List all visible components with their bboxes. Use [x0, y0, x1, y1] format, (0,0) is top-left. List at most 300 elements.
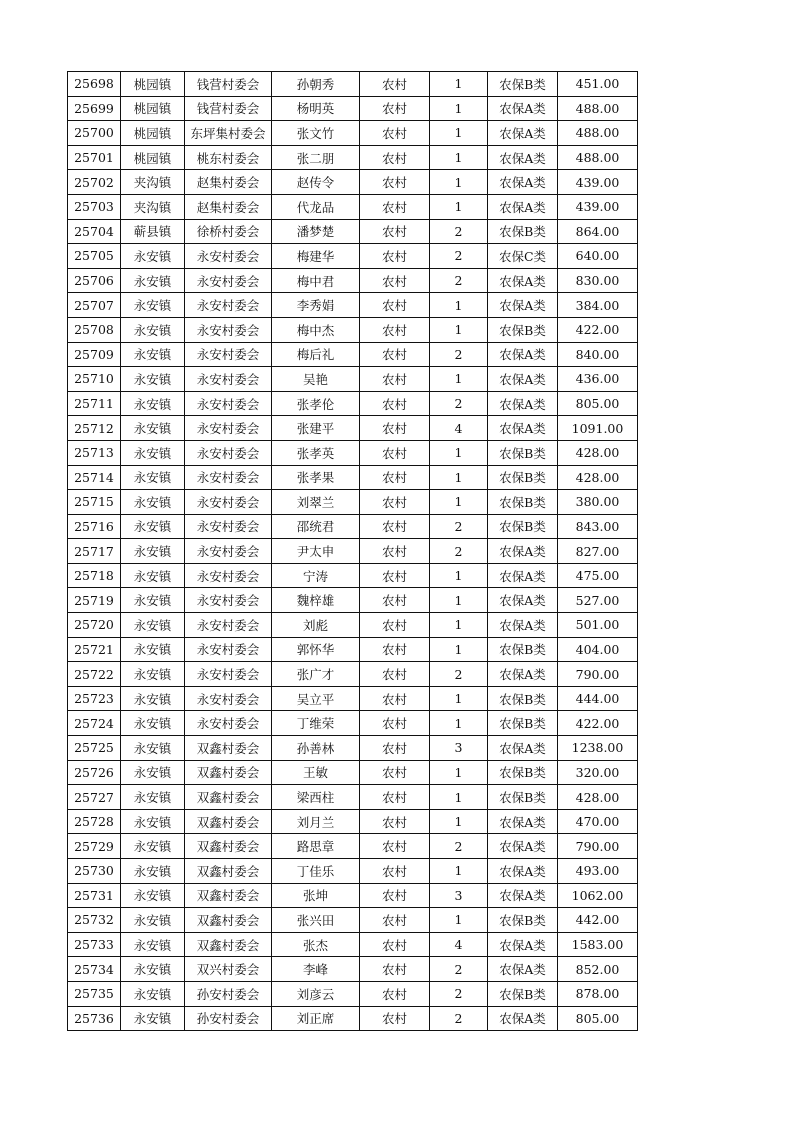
town-cell: 永安镇 — [121, 490, 185, 515]
area-type-cell: 农村 — [360, 859, 430, 884]
amount-cell: 805.00 — [558, 391, 638, 416]
record-id-cell: 25712 — [68, 416, 121, 441]
name-cell: 代龙品 — [272, 194, 360, 219]
amount-cell: 428.00 — [558, 440, 638, 465]
village-committee-cell: 双鑫村委会 — [185, 809, 272, 834]
village-committee-cell: 永安村委会 — [185, 440, 272, 465]
amount-cell: 444.00 — [558, 686, 638, 711]
name-cell: 刘彪 — [272, 613, 360, 638]
table-row — [68, 391, 638, 416]
town-cell: 永安镇 — [121, 588, 185, 613]
town-cell: 永安镇 — [121, 736, 185, 761]
village-committee-cell: 永安村委会 — [185, 588, 272, 613]
insurance-category-cell: 农保B类 — [488, 317, 558, 342]
household-count-cell: 1 — [430, 785, 488, 810]
amount-cell: 1583.00 — [558, 932, 638, 957]
village-committee-cell: 永安村委会 — [185, 367, 272, 392]
amount-cell: 451.00 — [558, 72, 638, 97]
insurance-category-cell: 农保B类 — [488, 637, 558, 662]
name-cell: 吴立平 — [272, 686, 360, 711]
amount-cell: 843.00 — [558, 514, 638, 539]
amount-cell: 320.00 — [558, 760, 638, 785]
insurance-category-cell: 农保B类 — [488, 686, 558, 711]
household-count-cell: 2 — [430, 219, 488, 244]
insurance-category-cell: 农保A类 — [488, 859, 558, 884]
insurance-category-cell: 农保B类 — [488, 465, 558, 490]
insurance-category-cell: 农保A类 — [488, 96, 558, 121]
record-id-cell: 25726 — [68, 760, 121, 785]
name-cell: 赵传令 — [272, 170, 360, 195]
amount-cell: 878.00 — [558, 981, 638, 1006]
village-committee-cell: 双鑫村委会 — [185, 908, 272, 933]
table-row — [68, 416, 638, 441]
table-row — [68, 219, 638, 244]
table-row — [68, 932, 638, 957]
household-count-cell: 1 — [430, 170, 488, 195]
table-row — [68, 883, 638, 908]
area-type-cell: 农村 — [360, 662, 430, 687]
table-row — [68, 490, 638, 515]
name-cell: 尹太申 — [272, 539, 360, 564]
record-id-cell: 25732 — [68, 908, 121, 933]
area-type-cell: 农村 — [360, 637, 430, 662]
town-cell: 永安镇 — [121, 760, 185, 785]
name-cell: 李秀娟 — [272, 293, 360, 318]
amount-cell: 501.00 — [558, 613, 638, 638]
amount-cell: 439.00 — [558, 170, 638, 195]
household-count-cell: 1 — [430, 490, 488, 515]
village-committee-cell: 永安村委会 — [185, 711, 272, 736]
record-id-cell: 25729 — [68, 834, 121, 859]
village-committee-cell: 永安村委会 — [185, 465, 272, 490]
insurance-category-cell: 农保A类 — [488, 539, 558, 564]
village-committee-cell: 钱营村委会 — [185, 96, 272, 121]
amount-cell: 442.00 — [558, 908, 638, 933]
village-committee-cell: 赵集村委会 — [185, 194, 272, 219]
amount-cell: 380.00 — [558, 490, 638, 515]
table-row — [68, 809, 638, 834]
insurance-category-cell: 农保B类 — [488, 981, 558, 1006]
village-committee-cell: 赵集村委会 — [185, 170, 272, 195]
name-cell: 张孝伦 — [272, 391, 360, 416]
table-row — [68, 981, 638, 1006]
record-id-cell: 25711 — [68, 391, 121, 416]
record-id-cell: 25708 — [68, 317, 121, 342]
area-type-cell: 农村 — [360, 268, 430, 293]
record-id-cell: 25722 — [68, 662, 121, 687]
area-type-cell: 农村 — [360, 834, 430, 859]
household-count-cell: 2 — [430, 244, 488, 269]
area-type-cell: 农村 — [360, 465, 430, 490]
name-cell: 杨明英 — [272, 96, 360, 121]
amount-cell: 493.00 — [558, 859, 638, 884]
area-type-cell: 农村 — [360, 244, 430, 269]
village-committee-cell: 永安村委会 — [185, 342, 272, 367]
insurance-category-cell: 农保A类 — [488, 809, 558, 834]
household-count-cell: 1 — [430, 194, 488, 219]
table-row — [68, 760, 638, 785]
record-id-cell: 25719 — [68, 588, 121, 613]
household-count-cell: 1 — [430, 588, 488, 613]
insurance-category-cell: 农保B类 — [488, 711, 558, 736]
town-cell: 永安镇 — [121, 440, 185, 465]
village-committee-cell: 永安村委会 — [185, 514, 272, 539]
name-cell: 张兴田 — [272, 908, 360, 933]
table-row — [68, 440, 638, 465]
household-count-cell: 2 — [430, 981, 488, 1006]
insurance-category-cell: 农保A类 — [488, 391, 558, 416]
amount-cell: 488.00 — [558, 145, 638, 170]
household-count-cell: 2 — [430, 662, 488, 687]
amount-cell: 864.00 — [558, 219, 638, 244]
area-type-cell: 农村 — [360, 883, 430, 908]
table-row — [68, 268, 638, 293]
amount-cell: 470.00 — [558, 809, 638, 834]
insurance-category-cell: 农保A类 — [488, 662, 558, 687]
record-id-cell: 25736 — [68, 1006, 121, 1031]
table-row — [68, 834, 638, 859]
amount-cell: 827.00 — [558, 539, 638, 564]
household-count-cell: 2 — [430, 834, 488, 859]
insurance-category-cell: 农保B类 — [488, 490, 558, 515]
record-id-cell: 25735 — [68, 981, 121, 1006]
amount-cell: 790.00 — [558, 834, 638, 859]
insurance-category-cell: 农保A类 — [488, 268, 558, 293]
amount-cell: 422.00 — [558, 711, 638, 736]
name-cell: 吴艳 — [272, 367, 360, 392]
name-cell: 邵统君 — [272, 514, 360, 539]
area-type-cell: 农村 — [360, 514, 430, 539]
village-committee-cell: 双鑫村委会 — [185, 932, 272, 957]
town-cell: 蕲县镇 — [121, 219, 185, 244]
town-cell: 永安镇 — [121, 391, 185, 416]
household-count-cell: 4 — [430, 932, 488, 957]
area-type-cell: 农村 — [360, 809, 430, 834]
table-row — [68, 908, 638, 933]
record-id-cell: 25706 — [68, 268, 121, 293]
amount-cell: 527.00 — [558, 588, 638, 613]
record-id-cell: 25725 — [68, 736, 121, 761]
record-id-cell: 25699 — [68, 96, 121, 121]
amount-cell: 1238.00 — [558, 736, 638, 761]
table-row — [68, 957, 638, 982]
town-cell: 永安镇 — [121, 268, 185, 293]
village-committee-cell: 双兴村委会 — [185, 957, 272, 982]
village-committee-cell: 双鑫村委会 — [185, 883, 272, 908]
amount-cell: 428.00 — [558, 465, 638, 490]
village-committee-cell: 永安村委会 — [185, 317, 272, 342]
town-cell: 夹沟镇 — [121, 194, 185, 219]
household-count-cell: 1 — [430, 711, 488, 736]
insurance-category-cell: 农保A类 — [488, 121, 558, 146]
record-id-cell: 25718 — [68, 563, 121, 588]
town-cell: 永安镇 — [121, 883, 185, 908]
record-id-cell: 25724 — [68, 711, 121, 736]
village-committee-cell: 徐桥村委会 — [185, 219, 272, 244]
household-count-cell: 2 — [430, 539, 488, 564]
village-committee-cell: 孙安村委会 — [185, 981, 272, 1006]
household-count-cell: 1 — [430, 440, 488, 465]
amount-cell: 1091.00 — [558, 416, 638, 441]
table-row — [68, 96, 638, 121]
area-type-cell: 农村 — [360, 711, 430, 736]
household-count-cell: 1 — [430, 613, 488, 638]
table-row — [68, 1006, 638, 1031]
village-committee-cell: 钱营村委会 — [185, 72, 272, 97]
table-row — [68, 613, 638, 638]
household-count-cell: 1 — [430, 121, 488, 146]
insurance-category-cell: 农保A类 — [488, 932, 558, 957]
insurance-category-cell: 农保A类 — [488, 834, 558, 859]
insurance-category-cell: 农保A类 — [488, 342, 558, 367]
area-type-cell: 农村 — [360, 908, 430, 933]
table-row — [68, 170, 638, 195]
table-row — [68, 244, 638, 269]
household-count-cell: 1 — [430, 317, 488, 342]
town-cell: 永安镇 — [121, 662, 185, 687]
town-cell: 永安镇 — [121, 957, 185, 982]
insurance-category-cell: 农保A类 — [488, 367, 558, 392]
household-count-cell: 1 — [430, 96, 488, 121]
table-row — [68, 563, 638, 588]
name-cell: 潘梦楚 — [272, 219, 360, 244]
area-type-cell: 农村 — [360, 121, 430, 146]
household-count-cell: 1 — [430, 809, 488, 834]
insurance-category-cell: 农保B类 — [488, 514, 558, 539]
area-type-cell: 农村 — [360, 219, 430, 244]
household-count-cell: 1 — [430, 293, 488, 318]
town-cell: 永安镇 — [121, 637, 185, 662]
area-type-cell: 农村 — [360, 416, 430, 441]
amount-cell: 1062.00 — [558, 883, 638, 908]
record-id-cell: 25705 — [68, 244, 121, 269]
area-type-cell: 农村 — [360, 588, 430, 613]
village-committee-cell: 双鑫村委会 — [185, 760, 272, 785]
amount-cell: 830.00 — [558, 268, 638, 293]
name-cell: 梅后礼 — [272, 342, 360, 367]
record-id-cell: 25720 — [68, 613, 121, 638]
town-cell: 永安镇 — [121, 834, 185, 859]
village-committee-cell: 永安村委会 — [185, 662, 272, 687]
town-cell: 永安镇 — [121, 514, 185, 539]
area-type-cell: 农村 — [360, 760, 430, 785]
village-committee-cell: 双鑫村委会 — [185, 859, 272, 884]
amount-cell: 805.00 — [558, 1006, 638, 1031]
village-committee-cell: 双鑫村委会 — [185, 785, 272, 810]
name-cell: 梅中杰 — [272, 317, 360, 342]
household-count-cell: 1 — [430, 465, 488, 490]
village-committee-cell: 永安村委会 — [185, 391, 272, 416]
town-cell: 桃园镇 — [121, 72, 185, 97]
amount-cell: 428.00 — [558, 785, 638, 810]
insurance-category-cell: 农保B类 — [488, 72, 558, 97]
record-id-cell: 25727 — [68, 785, 121, 810]
town-cell: 永安镇 — [121, 1006, 185, 1031]
town-cell: 永安镇 — [121, 465, 185, 490]
record-id-cell: 25734 — [68, 957, 121, 982]
insurance-category-cell: 农保B类 — [488, 760, 558, 785]
insurance-category-cell: 农保A类 — [488, 883, 558, 908]
household-count-cell: 1 — [430, 145, 488, 170]
table-row — [68, 194, 638, 219]
name-cell: 张二朋 — [272, 145, 360, 170]
village-committee-cell: 永安村委会 — [185, 416, 272, 441]
insurance-category-cell: 农保A类 — [488, 563, 558, 588]
name-cell: 刘彦云 — [272, 981, 360, 1006]
village-committee-cell: 永安村委会 — [185, 539, 272, 564]
amount-cell: 852.00 — [558, 957, 638, 982]
amount-cell: 640.00 — [558, 244, 638, 269]
table-row — [68, 686, 638, 711]
record-id-cell: 25702 — [68, 170, 121, 195]
household-count-cell: 1 — [430, 367, 488, 392]
area-type-cell: 农村 — [360, 539, 430, 564]
town-cell: 永安镇 — [121, 686, 185, 711]
table-row — [68, 711, 638, 736]
insurance-category-cell: 农保C类 — [488, 244, 558, 269]
town-cell: 永安镇 — [121, 317, 185, 342]
town-cell: 永安镇 — [121, 711, 185, 736]
village-committee-cell: 永安村委会 — [185, 563, 272, 588]
record-id-cell: 25717 — [68, 539, 121, 564]
name-cell: 刘翠兰 — [272, 490, 360, 515]
name-cell: 孙朝秀 — [272, 72, 360, 97]
household-count-cell: 2 — [430, 1006, 488, 1031]
area-type-cell: 农村 — [360, 981, 430, 1006]
town-cell: 桃园镇 — [121, 96, 185, 121]
area-type-cell: 农村 — [360, 563, 430, 588]
insurance-category-cell: 农保A类 — [488, 194, 558, 219]
table-row — [68, 367, 638, 392]
amount-cell: 422.00 — [558, 317, 638, 342]
record-id-cell: 25698 — [68, 72, 121, 97]
area-type-cell: 农村 — [360, 96, 430, 121]
household-count-cell: 4 — [430, 416, 488, 441]
record-id-cell: 25716 — [68, 514, 121, 539]
insurance-category-cell: 农保B类 — [488, 440, 558, 465]
name-cell: 张孝英 — [272, 440, 360, 465]
village-committee-cell: 双鑫村委会 — [185, 834, 272, 859]
area-type-cell: 农村 — [360, 785, 430, 810]
amount-cell: 384.00 — [558, 293, 638, 318]
area-type-cell: 农村 — [360, 490, 430, 515]
household-count-cell: 2 — [430, 957, 488, 982]
household-count-cell: 2 — [430, 342, 488, 367]
town-cell: 永安镇 — [121, 613, 185, 638]
name-cell: 魏梓雄 — [272, 588, 360, 613]
table-row — [68, 662, 638, 687]
table-row — [68, 121, 638, 146]
name-cell: 李峰 — [272, 957, 360, 982]
record-id-cell: 25731 — [68, 883, 121, 908]
area-type-cell: 农村 — [360, 145, 430, 170]
village-committee-cell: 东坪集村委会 — [185, 121, 272, 146]
town-cell: 永安镇 — [121, 539, 185, 564]
village-committee-cell: 永安村委会 — [185, 293, 272, 318]
amount-cell: 488.00 — [558, 96, 638, 121]
village-committee-cell: 永安村委会 — [185, 268, 272, 293]
area-type-cell: 农村 — [360, 957, 430, 982]
insurance-category-cell: 农保A类 — [488, 145, 558, 170]
town-cell: 永安镇 — [121, 809, 185, 834]
household-count-cell: 2 — [430, 514, 488, 539]
name-cell: 刘正席 — [272, 1006, 360, 1031]
record-id-cell: 25703 — [68, 194, 121, 219]
record-id-cell: 25713 — [68, 440, 121, 465]
amount-cell: 840.00 — [558, 342, 638, 367]
area-type-cell: 农村 — [360, 391, 430, 416]
insurance-category-cell: 农保A类 — [488, 736, 558, 761]
amount-cell: 404.00 — [558, 637, 638, 662]
village-committee-cell: 永安村委会 — [185, 613, 272, 638]
household-count-cell: 1 — [430, 72, 488, 97]
name-cell: 张文竹 — [272, 121, 360, 146]
record-id-cell: 25723 — [68, 686, 121, 711]
town-cell: 永安镇 — [121, 416, 185, 441]
area-type-cell: 农村 — [360, 932, 430, 957]
name-cell: 梅中君 — [272, 268, 360, 293]
area-type-cell: 农村 — [360, 317, 430, 342]
insurance-category-cell: 农保A类 — [488, 416, 558, 441]
name-cell: 梅建华 — [272, 244, 360, 269]
village-committee-cell: 永安村委会 — [185, 637, 272, 662]
household-count-cell: 1 — [430, 859, 488, 884]
insurance-category-cell: 农保B类 — [488, 785, 558, 810]
insurance-category-cell: 农保A类 — [488, 170, 558, 195]
name-cell: 丁维荣 — [272, 711, 360, 736]
town-cell: 永安镇 — [121, 367, 185, 392]
record-id-cell: 25710 — [68, 367, 121, 392]
record-id-cell: 25721 — [68, 637, 121, 662]
name-cell: 张坤 — [272, 883, 360, 908]
record-id-cell: 25733 — [68, 932, 121, 957]
household-count-cell: 1 — [430, 760, 488, 785]
area-type-cell: 农村 — [360, 1006, 430, 1031]
town-cell: 桃园镇 — [121, 145, 185, 170]
town-cell: 永安镇 — [121, 563, 185, 588]
town-cell: 永安镇 — [121, 859, 185, 884]
name-cell: 宁涛 — [272, 563, 360, 588]
insurance-category-cell: 农保A类 — [488, 1006, 558, 1031]
name-cell: 张建平 — [272, 416, 360, 441]
name-cell: 梁西柱 — [272, 785, 360, 810]
amount-cell: 790.00 — [558, 662, 638, 687]
insurance-category-cell: 农保A类 — [488, 293, 558, 318]
town-cell: 永安镇 — [121, 932, 185, 957]
village-committee-cell: 双鑫村委会 — [185, 736, 272, 761]
name-cell: 路思章 — [272, 834, 360, 859]
insurance-category-cell: 农保A类 — [488, 957, 558, 982]
table-row — [68, 514, 638, 539]
name-cell: 张广才 — [272, 662, 360, 687]
insurance-category-cell: 农保A类 — [488, 588, 558, 613]
record-id-cell: 25701 — [68, 145, 121, 170]
village-committee-cell: 永安村委会 — [185, 686, 272, 711]
town-cell: 永安镇 — [121, 785, 185, 810]
table-row — [68, 317, 638, 342]
record-id-cell: 25700 — [68, 121, 121, 146]
amount-cell: 488.00 — [558, 121, 638, 146]
table-row — [68, 145, 638, 170]
insurance-category-cell: 农保A类 — [488, 613, 558, 638]
record-id-cell: 25715 — [68, 490, 121, 515]
town-cell: 永安镇 — [121, 981, 185, 1006]
table-row — [68, 637, 638, 662]
record-id-cell: 25704 — [68, 219, 121, 244]
table-row — [68, 539, 638, 564]
table-row — [68, 736, 638, 761]
amount-cell: 475.00 — [558, 563, 638, 588]
